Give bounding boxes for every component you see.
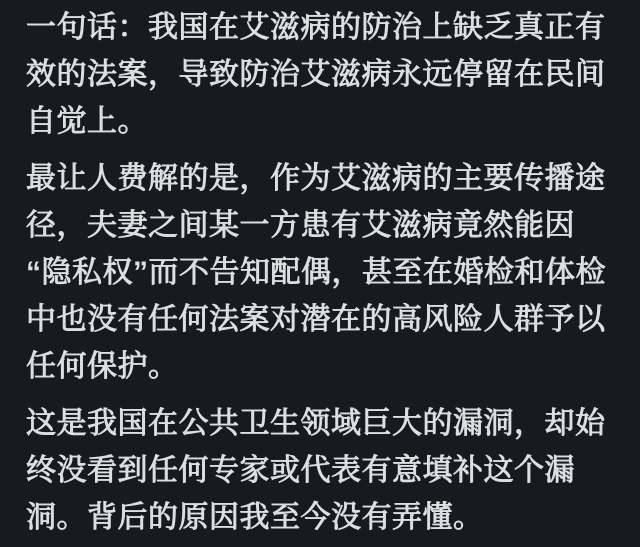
paragraph-privacy-issue: 最让人费解的是，作为艾滋病的主要传播途径，夫妻之间某一方患有艾滋病竟然能因“隐私权”而不告知配偶，甚至在婚检和体检中也没有任何法案对潜在的高风险人群予以任何保护。 [26, 162, 606, 383]
paragraph-summary: 一句话：我国在艾滋病的防治上缺乏真正有效的法案，导致防治艾滋病永远停留在民间自觉上。 [26, 11, 606, 138]
paragraph-conclusion: 这是我国在公共卫生领域巨大的漏洞，却始终没看到任何专家或代表有意填补这个漏洞。背后的原因我至今没有弄懂。 [26, 407, 606, 534]
